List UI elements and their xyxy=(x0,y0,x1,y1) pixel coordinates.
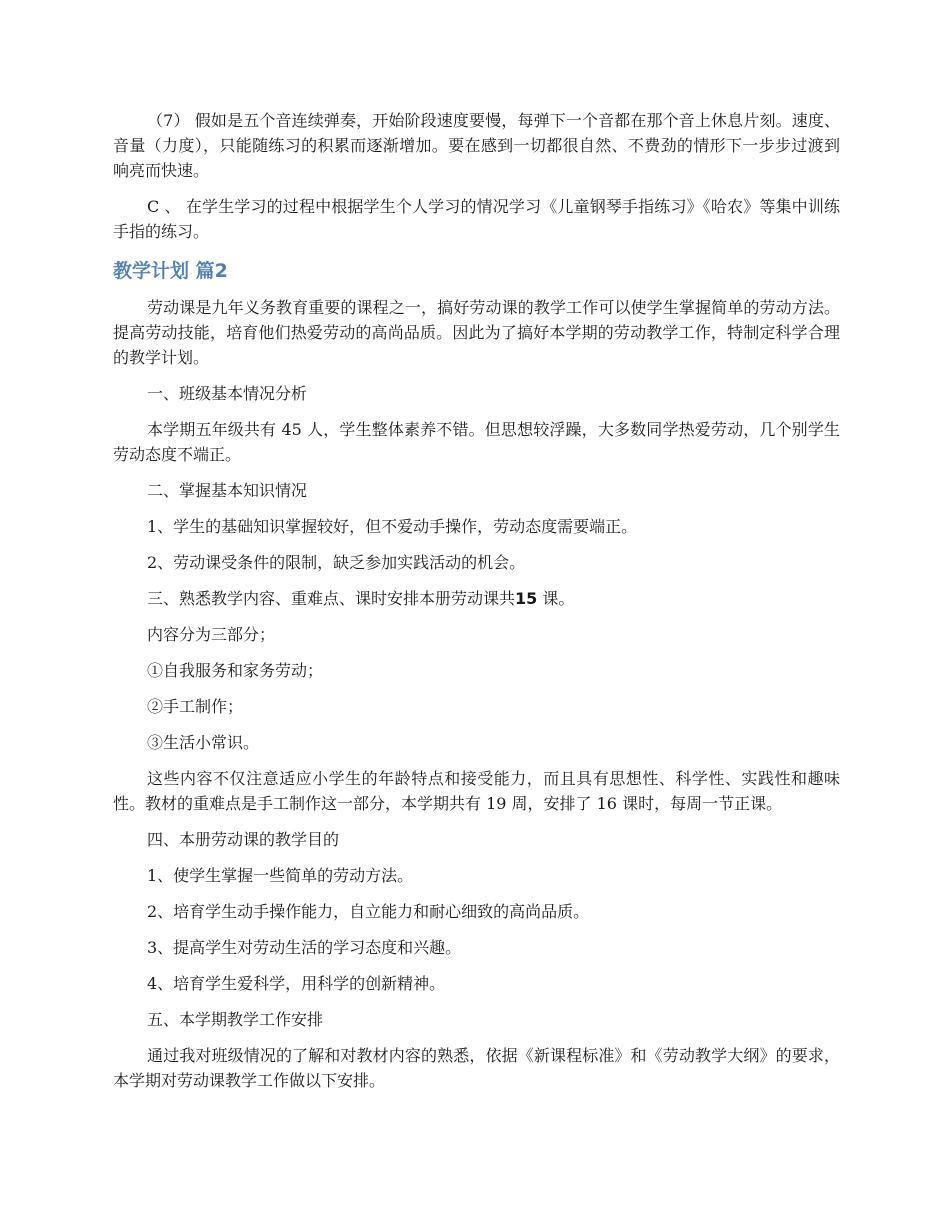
paragraph-intro: 劳动课是九年义务教育重要的课程之一，搞好劳动课的教学工作可以使学生掌握简单的劳动方法。提高劳动技能，培育他们热爱劳动的高尚品质。因此为了搞好本学期的劳动教学工作，特制定科学合理的教学计划。 xyxy=(113,298,840,367)
subheading-goals: 四、本册劳动课的教学目的 xyxy=(147,830,340,849)
list-item-part-2: ②手工制作； xyxy=(147,697,244,716)
list-item-goal-4: 4、培育学生爱科学，用科学的创新精神。 xyxy=(147,974,446,993)
subheading-arrangement: 五、本学期教学工作安排 xyxy=(147,1010,324,1029)
paragraph-content-features: 这些内容不仅注意适应小学生的年龄特点和接受能力，而且具有思想性、科学性、实践性和趣味性。教材的重难点是手工制作这一部分，本学期共有 19 周，安排了 16 课时，每周一节正课。 xyxy=(113,769,840,813)
paragraph-finger-exercise-books: C 、 在学生学习的过程中根据学生个人学习的情况学习《儿童钢琴手指练习》《哈农》等集中训练手指的练习。 xyxy=(113,197,840,241)
subheading-class-analysis: 一、班级基本情况分析 xyxy=(147,384,308,403)
lesson-unit: 课。 xyxy=(537,589,575,608)
list-item-part-3: ③生活小常识。 xyxy=(147,733,260,752)
list-item-goal-2: 2、培育学生动手操作能力，自立能力和耐心细致的高尚品质。 xyxy=(147,902,590,921)
lesson-count: 15 xyxy=(515,589,538,608)
paragraph-arrangement: 通过我对班级情况的了解和对教材内容的熟悉，依据《新课程标准》和《劳动教学大纲》的要求，本学期对劳动课教学工作做以下安排。 xyxy=(113,1046,840,1090)
list-item-goal-3: 3、提高学生对劳动生活的学习态度和兴趣。 xyxy=(147,938,462,957)
subheading-content-text: 三、熟悉教学内容、重难点、课时安排本册劳动课共 xyxy=(147,589,516,608)
list-item-knowledge-1: 1、学生的基础知识掌握较好，但不爱动手操作，劳动态度需要端正。 xyxy=(147,517,638,536)
list-item-knowledge-2: 2、劳动课受条件的限制，缺乏参加实践活动的机会。 xyxy=(147,553,526,572)
list-item-goal-1: 1、使学生掌握一些简单的劳动方法。 xyxy=(147,866,414,885)
list-item-part-1: ①自我服务和家务劳动； xyxy=(147,661,324,680)
paragraph-content-parts: 内容分为三部分； xyxy=(147,625,276,644)
subheading-content xyxy=(113,586,840,611)
section-heading: 教学计划 篇2 xyxy=(113,260,228,282)
paragraph-finger-practice-7: （7） 假如是五个音连续弹奏，开始阶段速度要慢，每弹下一个音都在那个音上休息片刻。速度、音量（力度），只能随练习的积累而逐渐增加。要在感到一切都很自然、不费劲的情形下一步步过渡到响亮而快速。 xyxy=(113,111,840,180)
paragraph-class-analysis: 本学期五年级共有 45 人，学生整体素养不错。但思想较浮躁，大多数同学热爱劳动，几个别学生劳动态度不端正。 xyxy=(113,420,840,464)
document-body xyxy=(113,108,840,1104)
subheading-knowledge: 二、掌握基本知识情况 xyxy=(147,481,308,500)
